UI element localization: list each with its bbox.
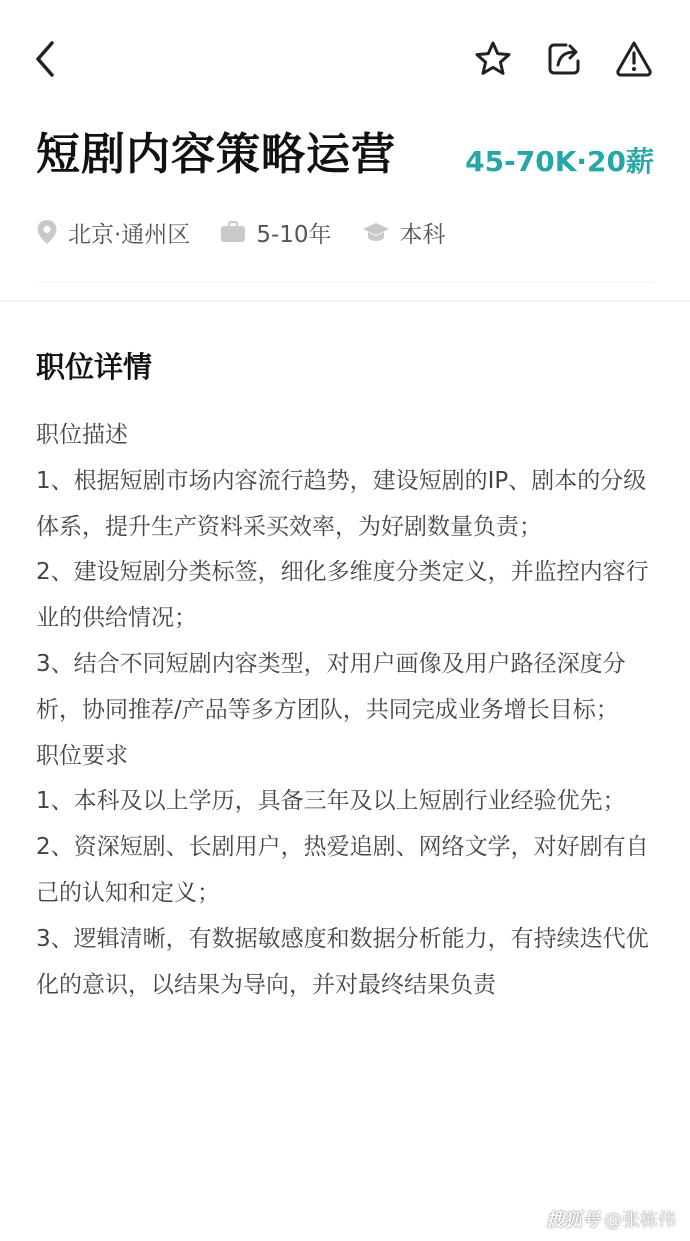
favorite-button[interactable] [471, 37, 515, 81]
section-divider [0, 300, 690, 302]
experience-text: 5-10年 [256, 221, 332, 248]
job-meta-row [36, 210, 476, 254]
chevron-left-icon [32, 39, 60, 79]
description-item: 2、建设短剧分类标签，细化多维度分类定义，并监控内容行业的供给情况； [36, 559, 649, 632]
requirement-item: 1、本科及以上学历，具备三年及以上短剧行业经验优先； [36, 788, 626, 815]
watermark-logo: 搜狐号 [546, 1210, 600, 1231]
description-item: 3、结合不同短剧内容类型，对用户画像及用户路径深度分析，协同推荐/产品等多方团队，共同完成业务增长目标； [36, 650, 626, 723]
location-text: 北京·通州区 [68, 221, 191, 248]
briefcase-icon [220, 221, 246, 243]
share-button[interactable] [542, 37, 586, 81]
education-text: 本科 [399, 221, 446, 248]
requirement-item: 3、逻辑清晰，有数据敏感度和数据分析能力，有持续迭代优化的意识，以结果为导向，并对最终结果负责 [36, 925, 649, 998]
requirements-heading: 职位要求 [36, 742, 128, 769]
education-info [362, 216, 446, 249]
job-description [36, 413, 656, 1008]
section-title: 职位详情 [36, 350, 153, 384]
job-title: 短剧内容策略运营 [36, 129, 396, 180]
top-bar [0, 0, 690, 110]
report-button[interactable] [612, 37, 656, 81]
location-pin-icon [36, 219, 58, 245]
watermark [546, 1206, 676, 1232]
salary-label: 45-70K·20薪 [465, 145, 654, 178]
graduation-cap-icon [362, 221, 390, 243]
watermark-author: @张栋伟 [604, 1210, 676, 1231]
description-item: 1、根据短剧市场内容流行趋势，建设短剧的IP、剧本的分级体系，提升生产资料采买效率，为好剧数量负责； [36, 467, 647, 540]
requirement-item: 2、资深短剧、长剧用户，热爱追剧、网络文学，对好剧有自己的认知和定义； [36, 834, 649, 906]
star-icon [473, 39, 513, 79]
warning-icon [614, 39, 654, 79]
header-separator [36, 282, 654, 283]
description-heading: 职位描述 [36, 422, 128, 448]
share-icon [544, 39, 584, 79]
experience-info [220, 216, 331, 249]
back-button[interactable] [24, 37, 68, 81]
location-info [36, 216, 190, 249]
